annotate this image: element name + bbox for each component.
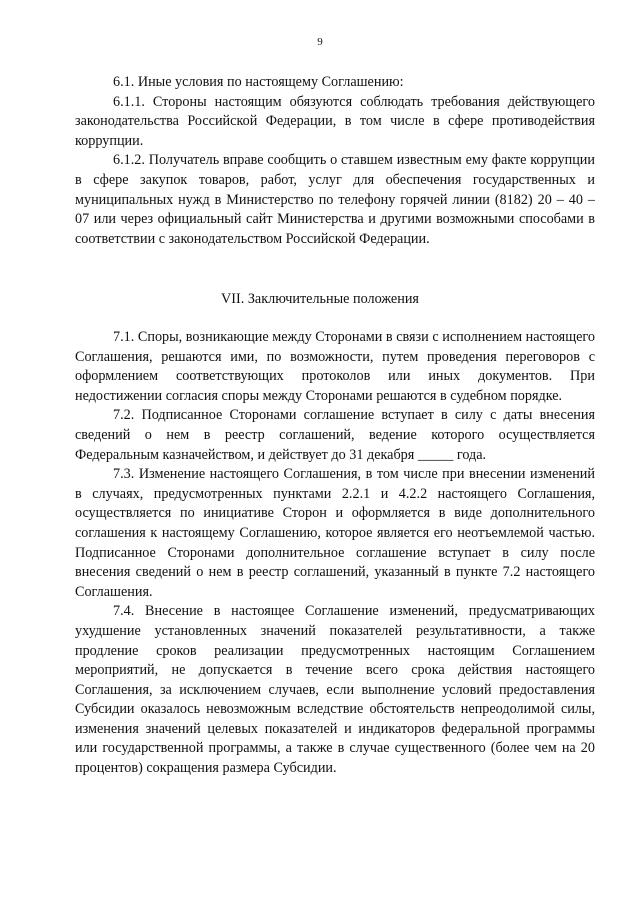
paragraph-6-1-2: 6.1.2. Получатель вправе сообщить о ставшем известным ему факте коррупции в сфере закупок товаров, работ, услуг для обеспечения государственных и муниципальных нужд в Министерство по телефону горячей линии (8182) 20 – 40 – 07 или через официальный сайт Министерства и другими возможными способами в соответствии с законодательством Российской Федерации. bbox=[75, 152, 595, 247]
page-number: 9 bbox=[317, 36, 323, 48]
paragraph-6-1: 6.1. Иные условия по настоящему Соглашению: bbox=[113, 74, 404, 90]
paragraph-7-3: 7.3. Изменение настоящего Соглашения, в том числе при внесении изменений в случаях, предусмотренных пунктами 2.2.1 и 4.2.2 настоящего Соглашения, осуществляется по инициативе Сторон и оформляется в виде дополнительного соглашения к настоящему Соглашению, которое является его неотъемлемой частью. Подписанное Сторонами дополнительное соглашение вступает в силу после внесения сведений о нем в реестр соглашений, указанный в пункте 7.2 настоящего Соглашения. bbox=[75, 466, 595, 600]
section-6 bbox=[75, 73, 595, 249]
paragraph-7-2: 7.2. Подписанное Сторонами соглашение вступает в силу с даты внесения сведений о нем в реестр соглашений, ведение которого осуществляется Федеральным казначейством, и действует до 31 декабря _____ года. bbox=[75, 407, 595, 463]
section-7-heading: VII. Заключительные положения bbox=[221, 291, 419, 307]
paragraph-6-1-1: 6.1.1. Стороны настоящим обязуются соблюдать требования действующего законодательства Российской Федерации, в том числе в сфере противодействия коррупции. bbox=[75, 93, 595, 149]
section-7 bbox=[75, 328, 595, 779]
paragraph-7-4: 7.4. Внесение в настоящее Соглашение изменений, предусматривающих ухудшение установленных значений показателей результативности, а также продление сроков реализации предусмотренных настоящим Соглашением мероприятий, не допускается в течение всего срока действия настоящего Соглашения, за исключением случаев, если выполнение условий предоставления Субсидии оказалось невозможным вследствие обстоятельств непреодолимой силы, изменения значений целевых показателей и индикаторов федеральной программы или государственной программы, а также в случае существенного (более чем на 20 процентов) сокращения размера Субсидии. bbox=[75, 603, 595, 777]
paragraph-7-1: 7.1. Споры, возникающие между Сторонами в связи с исполнением настоящего Соглашения, решаются ими, по возможности, путем проведения переговоров с оформлением соответствующих протоколов или иных документов. При недостижении согласия споры между Сторонами решаются в судебном порядке. bbox=[75, 329, 595, 404]
